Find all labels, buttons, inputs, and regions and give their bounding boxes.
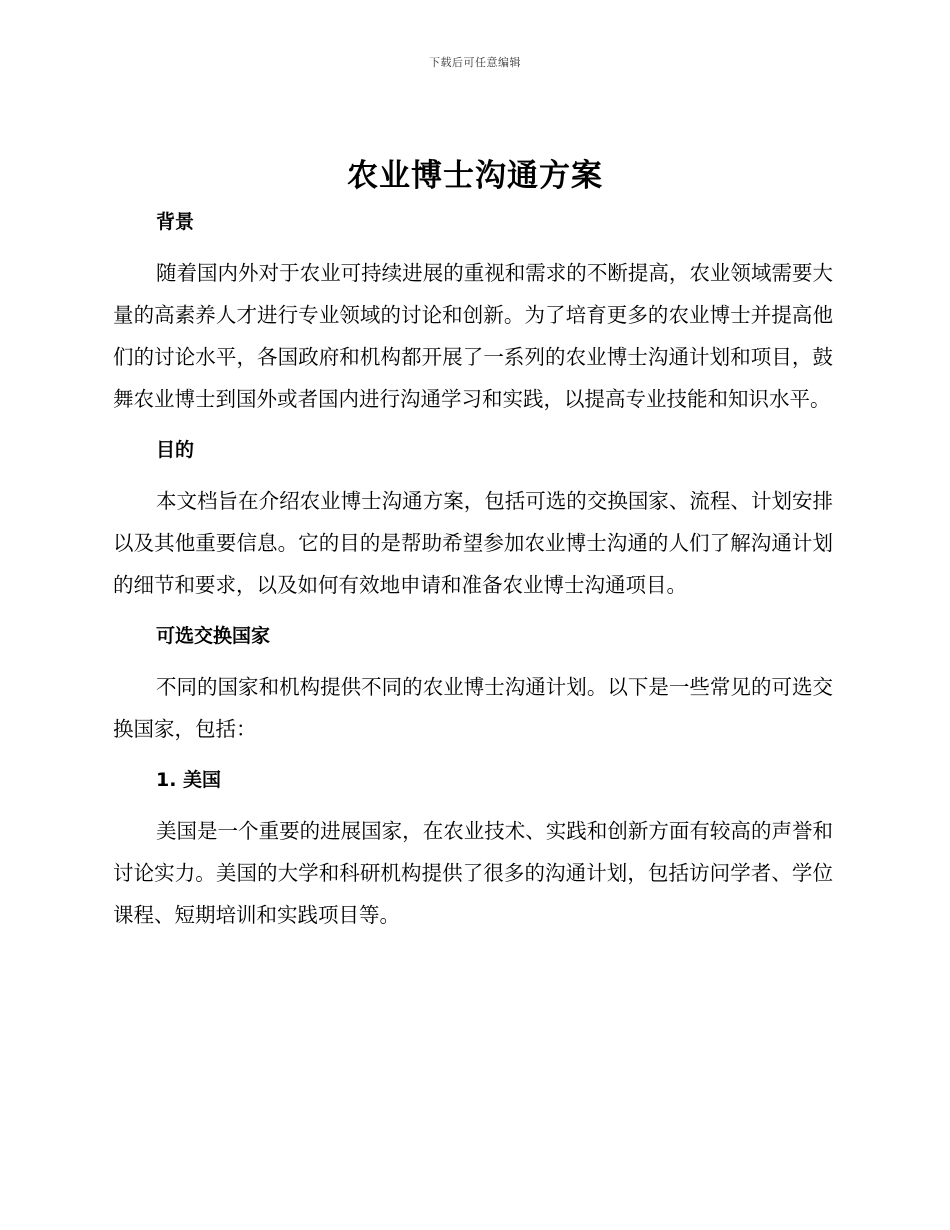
section-paragraph: 美国是一个重要的进展国家，在农业技术、实践和创新方面有较高的声誉和讨论实力。美国的大学和科研机构提供了很多的沟通计划，包括访问学者、学位课程、短期培训和实践项目等。 xyxy=(113,819,833,927)
section-usa xyxy=(113,760,833,936)
document-body xyxy=(113,202,833,936)
header-note: 下载后可任意编辑 xyxy=(429,56,521,69)
section-exchange-countries xyxy=(113,616,833,760)
section-paragraph: 不同的国家和机构提供不同的农业博士沟通计划。以下是一些常见的可选交换国家，包括： xyxy=(113,675,833,741)
section-purpose xyxy=(113,430,833,616)
document-title: 农业博士沟通方案 xyxy=(347,158,603,194)
section-paragraph: 随着国内外对于农业可持续进展的重视和需求的不断提高，农业领域需要大量的高素养人才进行专业领域的讨论和创新。为了培育更多的农业博士并提高他们的讨论水平，各国政府和机构都开展了一系列的农业博士沟通计划和项目，鼓舞农业博士到国外或者国内进行沟通学习和实践，以提高专业技能和知识水平。 xyxy=(113,261,833,411)
section-heading: 1. 美国 xyxy=(156,769,222,791)
section-paragraph: 本文档旨在介绍农业博士沟通方案，包括可选的交换国家、流程、计划安排以及其他重要信息。它的目的是帮助希望参加农业博士沟通的人们了解沟通计划的细节和要求，以及如何有效地申请和准备农业博士沟通项目。 xyxy=(113,489,833,597)
section-heading: 可选交换国家 xyxy=(156,625,271,647)
section-heading: 背景 xyxy=(156,211,195,233)
section-heading: 目的 xyxy=(156,439,195,461)
section-background xyxy=(113,202,833,430)
